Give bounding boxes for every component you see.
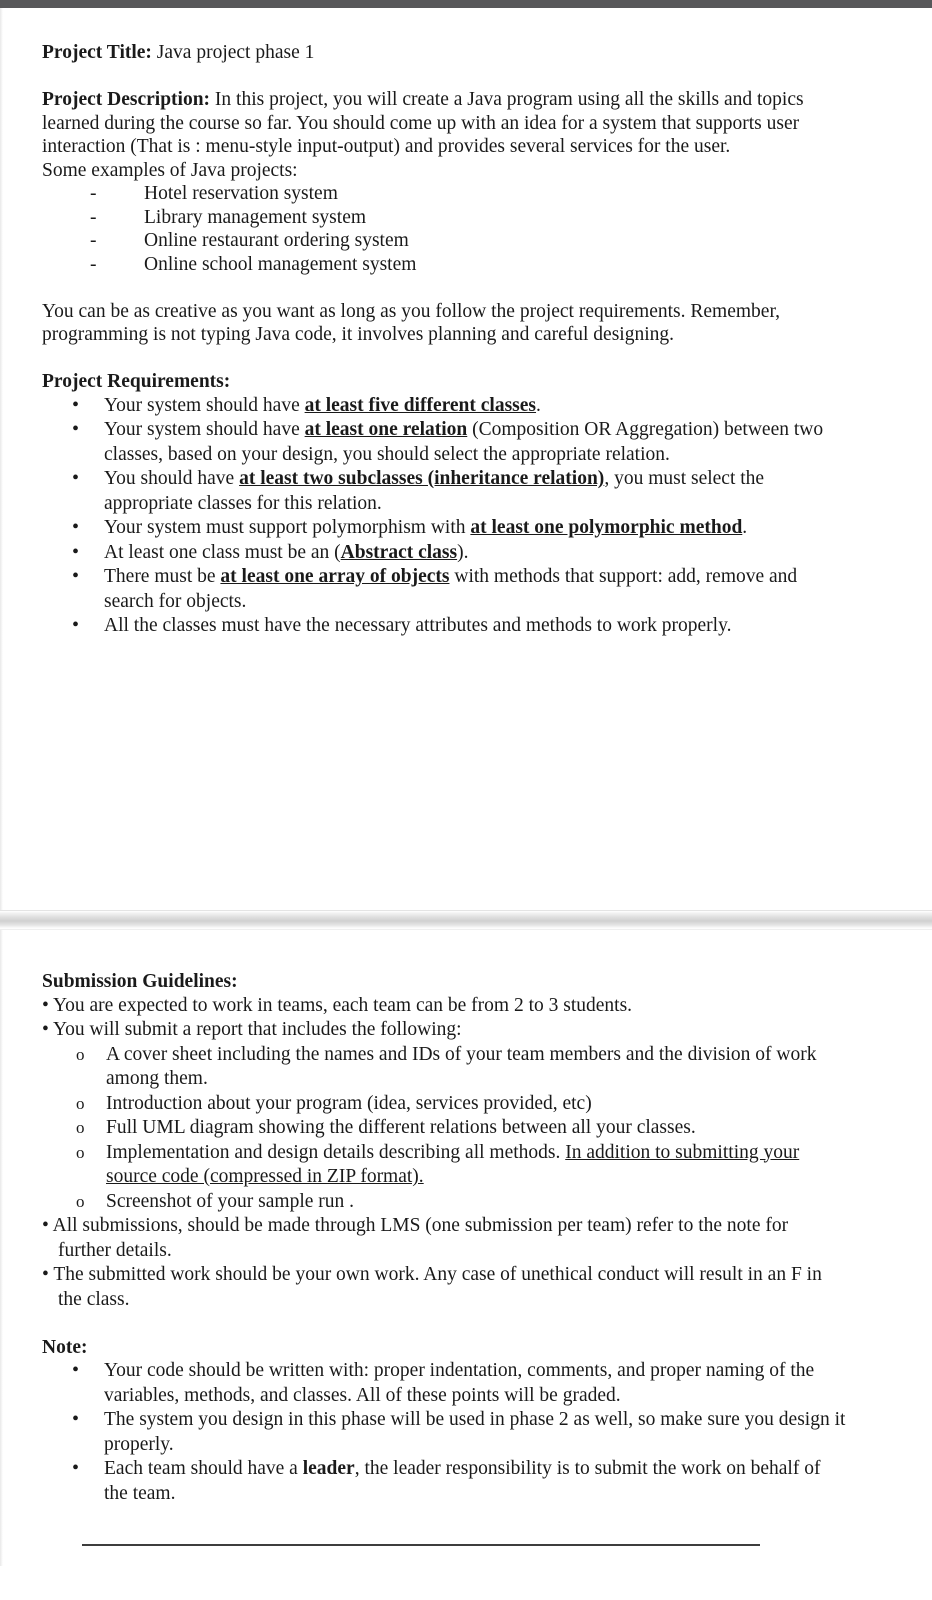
requirement-text-pre: At least one class must be an ( bbox=[104, 541, 341, 563]
circle-marker-icon: o bbox=[76, 1142, 85, 1162]
requirement-text-post: , you must select the appropriate classes for this relation. bbox=[104, 468, 765, 514]
submission-bullet-teams: • You are expected to work in teams, each team can be from 2 to 3 students. bbox=[42, 994, 633, 1016]
dash-marker-icon: - bbox=[90, 206, 97, 228]
window-title-bar bbox=[0, 0, 932, 8]
project-description-text: In this project, you will create a Java program using all the skills and topics learned during the course so far. You should come up with an idea for a system that supports user interaction (That is : menu-style input-output) and provides several services for the user. bbox=[42, 89, 804, 157]
note-list bbox=[42, 1359, 846, 1506]
note-text-post: , the leader responsibility is to submit the work on behalf of the team. bbox=[104, 1458, 821, 1504]
list-item bbox=[42, 1457, 846, 1506]
submission-bullet-lms: • All submissions, should be made through LMS (one submission per team) refer to the note for further details. bbox=[42, 1215, 789, 1261]
document-page-1 bbox=[0, 8, 932, 910]
requirement-text-pre: There must be bbox=[104, 566, 221, 587]
bullet-marker-icon: • bbox=[72, 516, 80, 538]
bullet-marker-icon: • bbox=[72, 1359, 80, 1381]
requirement-text-pre: Your system should have bbox=[104, 394, 305, 416]
list-item bbox=[42, 394, 846, 419]
list-item bbox=[42, 1190, 846, 1215]
requirement-text-pre: Your system must support polymorphism with bbox=[104, 517, 471, 538]
requirement-emphasis: at least five different classes bbox=[304, 394, 537, 416]
bullet-marker-icon: • bbox=[72, 1408, 80, 1430]
requirement-text-post: . bbox=[536, 394, 541, 416]
list-item bbox=[42, 1141, 846, 1190]
list-item bbox=[42, 182, 846, 206]
list-item bbox=[42, 614, 846, 639]
bullet-marker-icon: • bbox=[72, 418, 80, 440]
spacer bbox=[42, 347, 846, 371]
project-requirements-list bbox=[42, 394, 846, 639]
spacer bbox=[42, 276, 846, 300]
note-text-pre: Each team should have a bbox=[104, 1458, 303, 1479]
list-item bbox=[42, 206, 846, 230]
list-item bbox=[42, 1092, 846, 1117]
java-project-examples-list bbox=[42, 182, 846, 276]
report-item-text: Introduction about your program (idea, services provided, etc) bbox=[106, 1092, 592, 1114]
requirement-text-post: ). bbox=[457, 541, 469, 563]
requirement-emphasis: at least one relation bbox=[304, 419, 468, 440]
circle-marker-icon: o bbox=[76, 1191, 85, 1211]
document-page-2 bbox=[0, 930, 932, 1566]
requirement-text-pre: All the classes must have the necessary attributes and methods to work properly. bbox=[104, 615, 732, 636]
list-item bbox=[42, 565, 846, 614]
project-title-label: Project Title: bbox=[42, 42, 152, 63]
project-description-label: Project Description: bbox=[42, 89, 211, 110]
bullet-marker-icon: • bbox=[72, 565, 80, 587]
requirement-text-pre: Your system should have bbox=[104, 419, 305, 440]
examples-intro: Some examples of Java projects: bbox=[42, 159, 298, 181]
requirement-emphasis: at least one array of objects bbox=[220, 566, 450, 587]
list-item bbox=[42, 253, 846, 277]
note-text-pre: The system you design in this phase will be used in phase 2 as well, so make sure you design it properly. bbox=[104, 1409, 846, 1455]
requirement-text-pre: You should have bbox=[104, 468, 240, 489]
circle-marker-icon: o bbox=[76, 1044, 85, 1064]
page-left-edge-shadow bbox=[0, 930, 3, 1566]
report-item-text: Screenshot of your sample run . bbox=[106, 1190, 355, 1212]
bullet-marker-icon: • bbox=[72, 614, 80, 636]
requirement-text-post: (Composition OR Aggregation) between two classes, based on your design, you should select the appropriate relation. bbox=[104, 419, 824, 465]
requirement-emphasis: at least two subclasses (inheritance relation) bbox=[239, 468, 605, 489]
project-description-paragraph bbox=[42, 88, 846, 159]
requirement-emphasis: at least one polymorphic method bbox=[470, 517, 743, 538]
circle-marker-icon: o bbox=[76, 1093, 85, 1113]
list-item bbox=[42, 1408, 846, 1457]
project-requirements-heading: Project Requirements: bbox=[42, 371, 231, 392]
bullet-marker-icon: • bbox=[72, 393, 80, 416]
page-break-separator bbox=[0, 910, 932, 930]
note-emphasis: leader bbox=[302, 1458, 355, 1479]
spacer bbox=[42, 65, 846, 89]
list-item bbox=[42, 1043, 846, 1092]
creative-paragraph: You can be as creative as you want as long as you follow the project requirements. Remember, programming is not typing Java code, it involves planning and careful designing. bbox=[42, 300, 781, 345]
submission-guidelines-heading: Submission Guidelines: bbox=[42, 971, 238, 992]
list-item bbox=[42, 541, 846, 566]
list-item bbox=[42, 516, 846, 541]
list-item bbox=[42, 418, 846, 467]
submission-bullet-ethics: • The submitted work should be your own work. Any case of unethical conduct will result in an F in the class. bbox=[42, 1264, 822, 1310]
dash-marker-icon: - bbox=[90, 183, 97, 204]
note-text-pre: Your code should be written with: proper indentation, comments, and proper naming of the variables, methods, and classes. All of these points will be graded. bbox=[104, 1360, 815, 1406]
bullet-marker-icon: • bbox=[72, 540, 80, 563]
list-item bbox=[42, 1359, 846, 1408]
list-item-label: Online restaurant ordering system bbox=[144, 230, 409, 251]
report-item-text: Implementation and design details describing all methods. bbox=[106, 1141, 566, 1163]
report-item-text: A cover sheet including the names and IDs of your team members and the division of work among them. bbox=[106, 1043, 817, 1089]
bullet-marker-icon: • bbox=[72, 467, 80, 489]
bullet-marker-icon: • bbox=[72, 1457, 80, 1479]
footer-horizontal-rule bbox=[82, 1544, 760, 1546]
submission-bullet-report: • You will submit a report that includes the following: bbox=[42, 1019, 462, 1040]
list-item-label: Library management system bbox=[144, 206, 367, 228]
note-heading: Note: bbox=[42, 1336, 88, 1358]
project-title-value: Java project phase 1 bbox=[151, 42, 315, 63]
circle-marker-icon: o bbox=[76, 1118, 85, 1137]
list-item bbox=[42, 467, 846, 516]
requirement-text-post: with methods that support: add, remove and search for objects. bbox=[104, 566, 798, 612]
dash-marker-icon: - bbox=[90, 230, 97, 251]
report-contents-list bbox=[42, 1043, 846, 1215]
requirement-emphasis: Abstract class bbox=[340, 541, 458, 563]
report-item-underlined: In addition to submitting your source code (compressed in ZIP format). bbox=[106, 1141, 800, 1187]
list-item bbox=[42, 1116, 846, 1141]
requirement-text-post: . bbox=[742, 517, 748, 538]
list-item-label: Online school management system bbox=[144, 253, 417, 275]
spacer bbox=[42, 1312, 846, 1336]
list-item bbox=[42, 229, 846, 253]
page-left-edge-shadow bbox=[0, 8, 3, 910]
report-item-text: Full UML diagram showing the different relations between all your classes. bbox=[106, 1117, 696, 1138]
list-item-label: Hotel reservation system bbox=[144, 183, 338, 204]
dash-marker-icon: - bbox=[90, 253, 97, 275]
project-title-line bbox=[42, 41, 846, 65]
